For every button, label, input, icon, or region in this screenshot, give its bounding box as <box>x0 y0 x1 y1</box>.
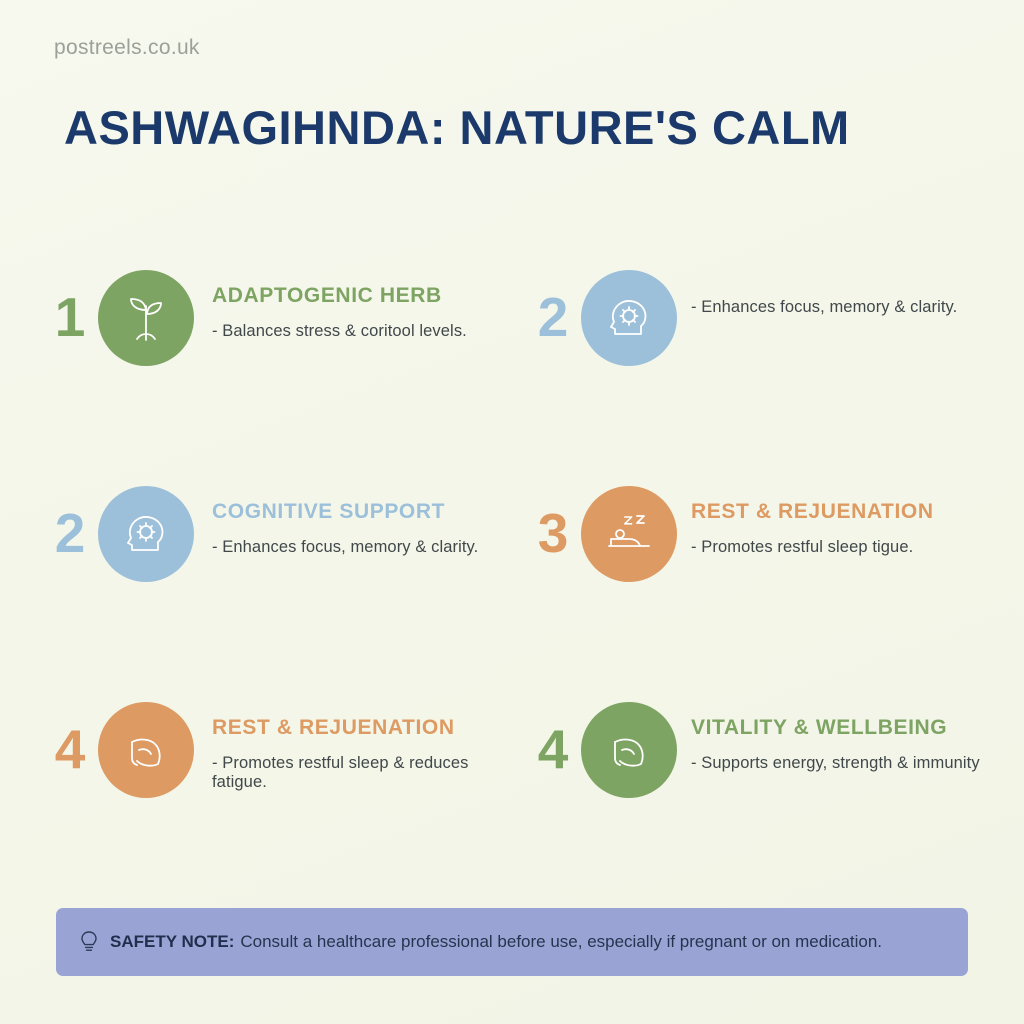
item-description: - Enhances focus, memory & clarity. <box>212 538 479 556</box>
item-icon-circle <box>98 702 194 798</box>
item-number: 1 <box>54 286 86 348</box>
flexed-arm-icon <box>118 722 174 778</box>
item-description: - Promotes restful sleep tigue. <box>691 538 914 556</box>
item-icon-circle <box>581 702 677 798</box>
list-item <box>48 252 523 468</box>
item-heading: REST & REJUENATION <box>212 716 455 739</box>
list-item <box>523 468 998 684</box>
lightbulb-icon <box>78 929 100 955</box>
flexed-arm-icon <box>601 722 657 778</box>
list-item <box>523 684 998 900</box>
list-item <box>48 468 523 684</box>
item-number: 4 <box>54 718 86 780</box>
safety-note-label: SAFETY NOTE: <box>110 932 235 951</box>
item-text <box>212 500 523 557</box>
item-heading: ADAPTOGENIC HERB <box>212 284 442 307</box>
item-text <box>691 500 998 557</box>
item-number: 3 <box>537 502 569 564</box>
item-text <box>212 284 523 341</box>
item-number: 2 <box>537 286 569 348</box>
head-gear-icon <box>601 290 657 346</box>
item-description: - Balances stress & coritool levels. <box>212 322 467 340</box>
head-gear-icon <box>118 506 174 562</box>
item-icon-circle <box>581 486 677 582</box>
item-description: - Enhances focus, memory & clarity. <box>691 298 958 316</box>
watermark: postreels.co.uk <box>54 36 200 59</box>
item-icon-circle <box>98 270 194 366</box>
item-heading: REST & REJUENATION <box>691 500 934 523</box>
safety-note-text: Consult a healthcare professional before use, especially if pregnant or on medication. <box>240 932 883 951</box>
benefits-grid <box>48 252 998 900</box>
item-text <box>212 716 523 792</box>
item-heading: COGNITIVE SUPPORT <box>212 500 446 523</box>
item-icon-circle <box>581 270 677 366</box>
item-icon-circle <box>98 486 194 582</box>
item-description: - Promotes restful sleep & reduces fatigue. <box>212 754 469 791</box>
item-number: 4 <box>537 718 569 780</box>
item-description: - Supports energy, strength & immunity <box>691 754 980 772</box>
item-text <box>691 716 998 773</box>
item-text <box>691 284 998 317</box>
item-number: 2 <box>54 502 86 564</box>
safety-note-bar <box>56 908 968 976</box>
page-title: ASHWAGIHNDA: NATURE'S CALM <box>64 101 850 154</box>
list-item <box>523 252 998 468</box>
plant-sprout-icon <box>118 290 174 346</box>
item-heading: VITALITY & WELLBEING <box>691 716 948 739</box>
sleeping-person-icon <box>599 506 659 562</box>
list-item <box>48 684 523 900</box>
